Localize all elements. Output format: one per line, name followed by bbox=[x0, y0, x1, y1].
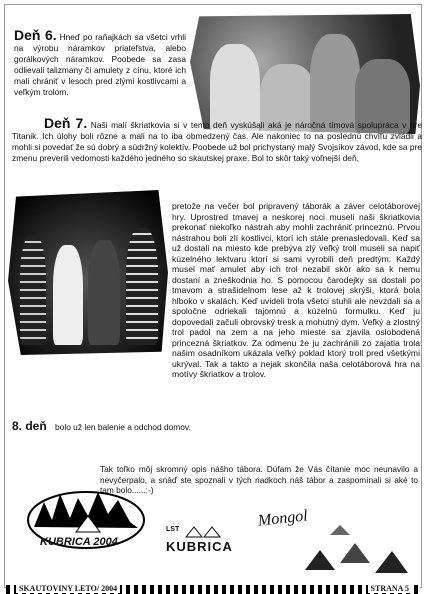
photo-skeletons bbox=[8, 190, 168, 355]
day7-continued bbox=[172, 201, 420, 380]
photo-figure bbox=[88, 240, 120, 345]
day7-heading: Deň 7. bbox=[44, 115, 88, 131]
photo-figure bbox=[20, 235, 46, 345]
photo-figure bbox=[126, 228, 158, 345]
day6-block bbox=[14, 27, 186, 98]
footer-right: STRANA 5 bbox=[368, 584, 412, 593]
photo-figure bbox=[53, 245, 83, 345]
logo-left-text: KUBRICA 2004 bbox=[40, 536, 118, 548]
day7-continued-text: pretože na večer bol pripravený táborák a záver celotáborovej hry. Uprostred tmavej a neskorej noci museli naši škriatkovia prekonať niekoľko nástrah aby mohli zachrániť princeznú. Prvou nástrahou boli zlí kostlivci, ktorí ich stále prenasledovali. Keď sa už dostali na miesto kde prebýva zlý veľký troll museli sa napiť kúzelného lektvaru ktorí si sami vyrobili deň predtým. Každý musel mať amulet aby ich trol nezabil skôr ako sa k nemu dostaní a zneškodnia ho. S pomocou čarodejky sa dostali po tmavom a strašidelnom lese až k trolovej skrýši, ktorá bola hlboko v skalách. Keď uvideli trola všetci stuhli ale nevzdali sa a spoločne odriekali tajomnú a kúzelnú formulku. Keď ju dopovedali začuli obrovský tresk a mohutný dym. Veľký a zlostný trol padol na zem a na jeho mieste sa zjavila oslobodená princezná škriatkov. Za odmenu že ju zachránili zo zajatia trola našim osadníkom ukázala veľký poklad ktorý troll pred všetkými ukrýval. Tak a takto a nejak skončila naša celotáborová hra na motívy škriatkov a trolov. bbox=[172, 201, 420, 379]
logo-center-top: LST bbox=[166, 526, 180, 533]
logo-center-text: KUBRICA bbox=[166, 539, 233, 554]
tent-icon bbox=[184, 526, 244, 538]
day6-heading: Deň 6. bbox=[14, 27, 57, 43]
closing-text: Tak toľko môj skromný opis nášho tábora. Dúfam že Vás čítanie moc neunavilo a nevyčerpalo, a snáď ste spoznali v tých riadkoch náš tábor a zaspomínali si aké to tam bolo......:-) bbox=[100, 464, 418, 495]
footer-left: SKAUTOVINY LETO/ 2004 bbox=[16, 584, 120, 593]
day8-block bbox=[12, 421, 312, 433]
day7-block bbox=[12, 115, 422, 164]
signature: Mongol bbox=[257, 507, 309, 530]
day8-text: bolo už len balenie a odchod domov. bbox=[55, 422, 191, 432]
day7-text: Naši malí škriatkovia si v tento deň vyskúšali aká je náročná tímová spolupráca v hre Titanik. Ich úlohy boli rôzne a mali na to iba obmedzený čas. Ale nakoniec to na poslednú chvíľu zvládli a mohli si povedať že sú dobrý a súdržný kolektív. Poobede už bol prichystaný malý Svojsíkov závod, kde sa pre zmenu preverili vedomosti každého jedného so skautskej praxe. Bol to skôr taký voľnejší deň, bbox=[12, 120, 422, 163]
day6-text: Hneď po raňajkách sa všetci vrhli na výrobu náramkov priateľstva, alebo gorálkových náramkov. Poobede sa zasa odlievali talizmany či amulety z cínu, ktoré ich mali chrániť v lesoch pred zlými kostlivcami a veľkým trolom. bbox=[14, 32, 186, 97]
day8-heading: 8. deň bbox=[12, 419, 47, 433]
logo-left bbox=[26, 482, 146, 552]
tents-decoration bbox=[300, 515, 420, 580]
photo-crafts bbox=[190, 14, 420, 134]
logo-center bbox=[166, 526, 236, 566]
